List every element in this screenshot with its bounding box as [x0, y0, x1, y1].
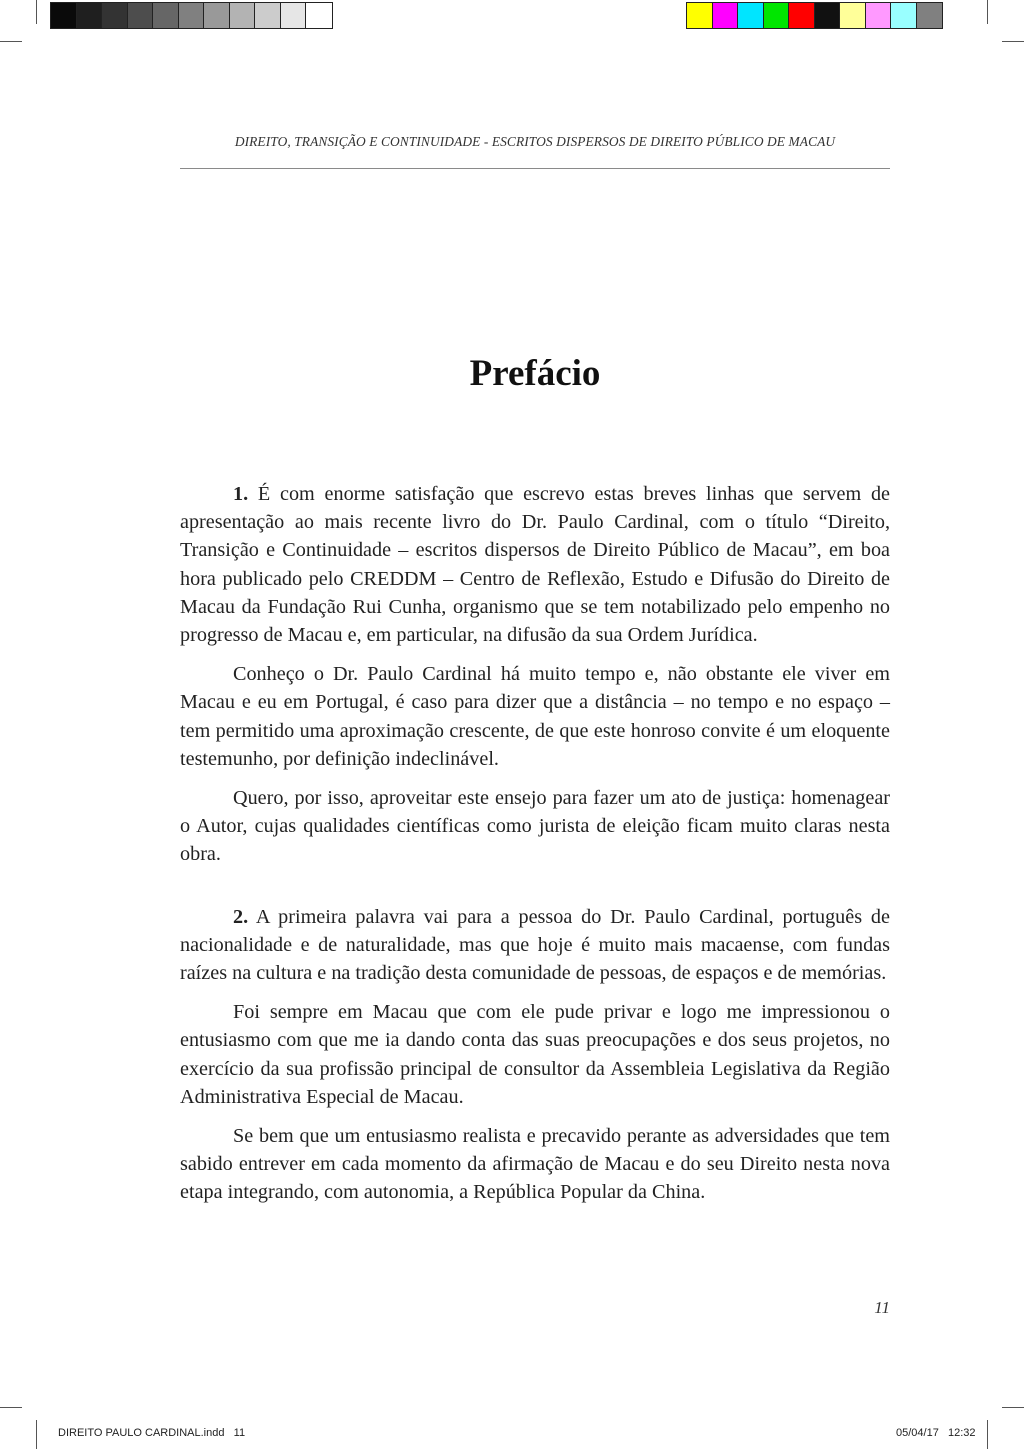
gray-swatch-10 [281, 3, 307, 28]
crop-mark-bottom-left-h [0, 1407, 22, 1408]
section-number-2: 2. [233, 905, 249, 928]
slug-file-name: DIREITO PAULO CARDINAL.indd 11 [58, 1427, 246, 1439]
grayscale-color-bar [50, 2, 333, 29]
color-swatch-light-magenta [866, 3, 892, 28]
body-text [180, 480, 890, 1218]
gray-swatch-8 [230, 3, 256, 28]
color-swatch-black [815, 3, 841, 28]
paragraph-2: Conheço o Dr. Paulo Cardinal há muito tempo e, não obstante ele viver em Macau e eu em Portugal, é caso para dizer que a distância – no tempo e no espaço – tem permitido uma aproximação crescente, de que este honroso convite é um eloquente testemunho, por definição indeclinável. [180, 663, 890, 770]
slug-date-time: 05/04/17 12:32 [896, 1427, 976, 1439]
paragraph-1 [180, 480, 890, 649]
paragraph-4-text: A primeira palavra vai para a pessoa do Dr. Paulo Cardinal, português de nacionalidade e de naturalidade, mas que hoje é muito mais macaense, com fundas raízes na cultura e na tradição desta comunidade de pessoas, de espaços e de memórias. [180, 905, 890, 985]
crop-mark-top-right-h [1002, 41, 1024, 42]
color-swatch-light-yellow [840, 3, 866, 28]
chapter-title: Prefácio [469, 353, 601, 394]
section-number-1: 1. [233, 483, 249, 505]
paragraph-3: Quero, por isso, aproveitar este ensejo para fazer um ato de justiça: homenagear o Autor, cujas qualidades científicas como jurista de eleição ficam muito claras nesta obra. [180, 787, 890, 866]
gray-swatch-2 [77, 3, 103, 28]
gray-swatch-1 [51, 3, 77, 28]
crop-mark-top-right-v [987, 0, 988, 24]
color-swatch-green [764, 3, 790, 28]
color-swatch-light-cyan [891, 3, 917, 28]
crop-mark-top-left-h [0, 41, 22, 42]
color-swatch-magenta [713, 3, 739, 28]
gray-swatch-11 [306, 3, 332, 28]
gray-swatch-9 [255, 3, 281, 28]
paragraph-5: Foi sempre em Macau que com ele pude privar e logo me impressionou o entusiasmo com que me ia dando conta das suas preocupações e dos seus projetos, no exercício da sua profissão principal de consultor da Assembleia Legislativa da Região Administrativa Especial de Macau. [180, 1001, 890, 1108]
gray-swatch-5 [153, 3, 179, 28]
crop-mark-bottom-right-h [1002, 1407, 1024, 1408]
gray-swatch-3 [102, 3, 128, 28]
crop-mark-top-left-v [36, 0, 37, 24]
header-rule [180, 168, 890, 169]
paragraph-6: Se bem que um entusiasmo realista e precavido perante as adversidades que tem sabido entrever em cada momento da afirmação de Macau e do seu Direito nesta nova etapa integrando, com autonomia, a República Popular da China. [180, 1125, 890, 1204]
paragraph-4 [180, 903, 890, 988]
gray-swatch-7 [204, 3, 230, 28]
paragraph-1-text: É com enorme satisfação que escrevo estas breves linhas que servem de apresentação ao mais recente livro do Dr. Paulo Cardinal, com o título “Direito, Transição e Continuidade – escritos dispersos de Direito Público de Macau”, em boa hora publicado pelo CREDDM – Centro de Reflexão, Estudo e Difusão do Direito de Macau da Fundação Rui Cunha, organismo que se tem notabilizado pelo empenho no progresso de Macau e, em particular, na difusão da sua Ordem Jurídica. [180, 483, 890, 647]
process-color-bar [686, 2, 943, 29]
color-swatch-gray [917, 3, 943, 28]
color-swatch-yellow [687, 3, 713, 28]
color-swatch-cyan [738, 3, 764, 28]
color-swatch-red [789, 3, 815, 28]
gray-swatch-4 [128, 3, 154, 28]
page-number: 11 [874, 1298, 890, 1317]
crop-mark-bottom-left-v [36, 1420, 37, 1449]
gray-swatch-6 [179, 3, 205, 28]
running-head: DIREITO, TRANSIÇÃO E CONTINUIDADE - ESCRITOS DISPERSOS DE DIREITO PÚBLICO DE MACAU [234, 134, 836, 149]
crop-mark-bottom-right-v [987, 1420, 988, 1449]
